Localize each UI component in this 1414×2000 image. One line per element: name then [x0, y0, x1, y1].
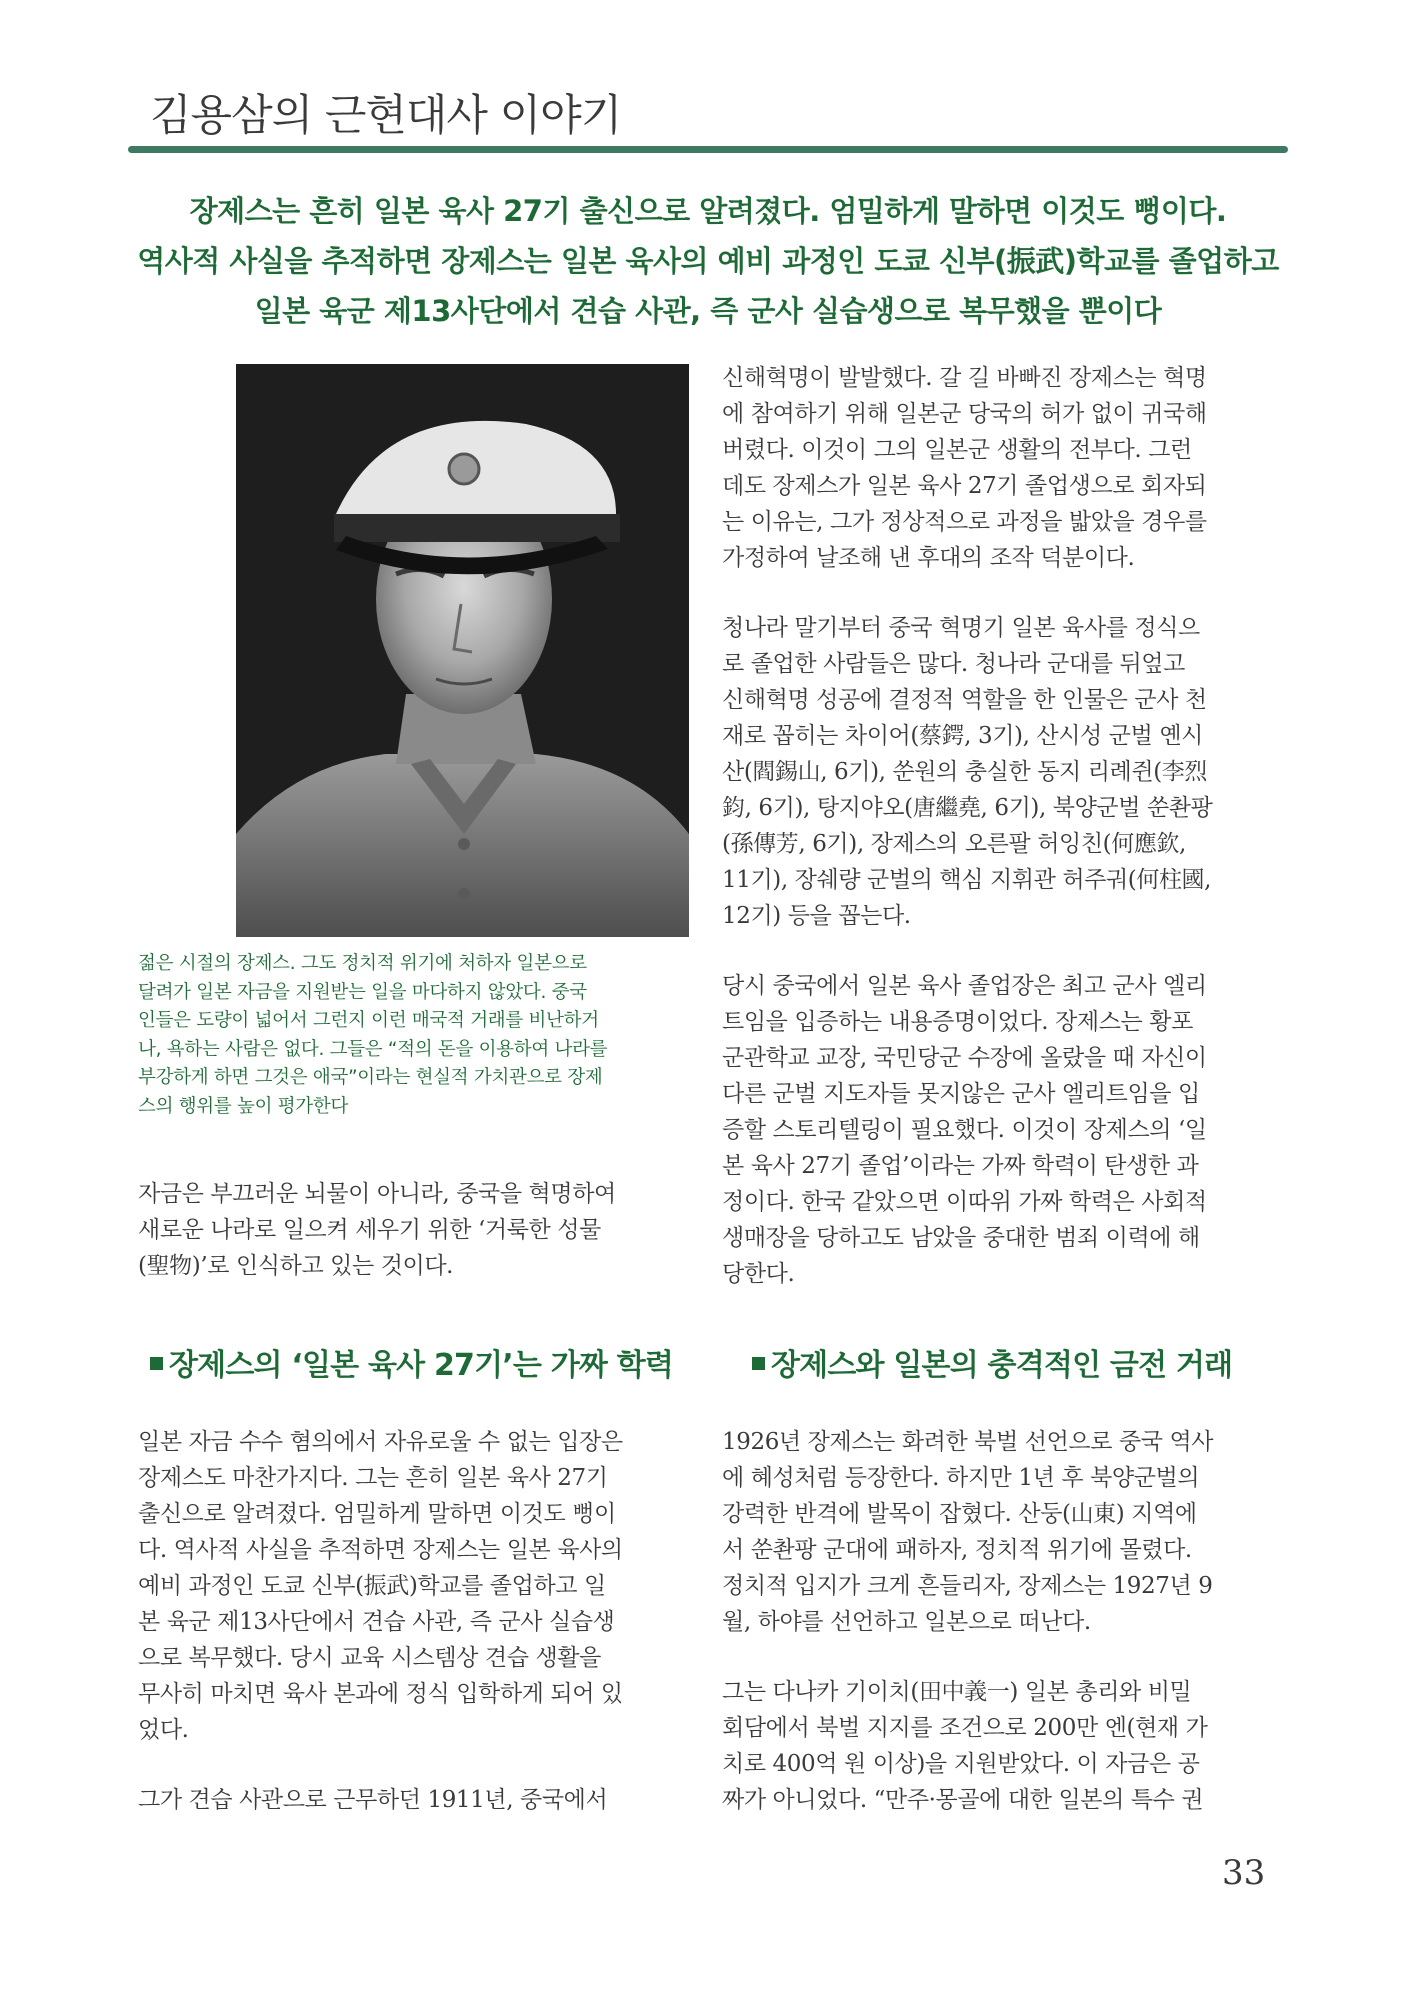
caption-line: 젊은 시절의 장제스. 그도 정치적 위기에 처하자 일본으로: [138, 953, 587, 974]
body-paragraph: [138, 1424, 698, 1748]
page-number: 33: [1222, 1853, 1266, 1893]
lead-line: 일본 육군 제13사단에서 견습 사관, 즉 군사 실습생으로 복무했을 뿐이다: [254, 294, 1162, 328]
body-line: 정치적 입지가 크게 흔들리자, 장제스는 1927년 9: [722, 1573, 1213, 1599]
body-line: 치로 400억 원 이상)을 지원받았다. 이 자금은 공: [722, 1751, 1200, 1777]
body-paragraph: [138, 1782, 698, 1818]
left-top-paragraph: [138, 1176, 694, 1284]
body-line: 로 졸업한 사람들은 많다. 청나라 군대를 뒤엎고: [722, 651, 1185, 677]
body-line: 신해혁명이 발발했다. 갈 길 바빠진 장제스는 혁명: [722, 365, 1207, 391]
body-line: 1926년 장제스는 화려한 북벌 선언으로 중국 역사: [722, 1429, 1214, 1455]
body-paragraph: [722, 360, 1282, 576]
body-line: 청나라 말기부터 중국 혁명기 일본 육사를 정식으: [722, 615, 1200, 641]
body-line: 본 육군 제13사단에서 견습 사관, 즉 군사 실습생: [138, 1609, 615, 1635]
body-line: 정이다. 한국 같았으면 이따위 가짜 학력은 사회적: [722, 1189, 1207, 1215]
body-line: 강력한 반격에 발목이 잡혔다. 산둥(山東) 지역에: [722, 1501, 1197, 1527]
body-line: 증할 스토리텔링이 필요했다. 이것이 장제스의 ‘일: [722, 1117, 1207, 1143]
header-rule: [128, 146, 1288, 153]
caption-line: 인들은 도량이 넓어서 그런지 이런 매국적 거래를 비난하거: [138, 1010, 599, 1031]
section-heading-left: [150, 1340, 673, 1384]
body-paragraph: [722, 1424, 1282, 1640]
square-bullet-icon: [752, 1357, 765, 1370]
body-line: 데도 장제스가 일본 육사 27기 졸업생으로 회자되: [722, 473, 1207, 499]
body-line: 새로운 나라로 일으켜 세우기 위한 ‘거룩한 성물: [138, 1217, 601, 1243]
lead-line: 장제스는 흔히 일본 육사 27기 출신으로 알려졌다. 엄밀하게 말하면 이것도 뻥이다.: [189, 194, 1227, 228]
body-line: 생매장을 당하고도 남았을 중대한 범죄 이력에 해: [722, 1225, 1200, 1251]
body-line: 鈞, 6기), 탕지야오(唐繼堯, 6기), 북양군벌 쑨촨팡: [722, 795, 1213, 821]
body-line: 일본 자금 수수 혐의에서 자유로울 수 없는 입장은: [138, 1429, 623, 1455]
caption-line: 부강하게 하면 그것은 애국”이라는 현실적 가치관으로 장제: [138, 1067, 603, 1088]
body-line: 예비 과정인 도쿄 신부(振武)학교를 졸업하고 일: [138, 1573, 606, 1599]
body-line: 본 육사 27기 졸업’이라는 가짜 학력이 탄생한 과: [722, 1153, 1199, 1179]
running-header-title: 김용삼의 근현대사 이야기: [150, 91, 622, 141]
body-line: 장제스도 마찬가지다. 그는 흔히 일본 육사 27기: [138, 1465, 608, 1491]
body-paragraph: [722, 968, 1282, 1292]
section-heading-right: [752, 1340, 1232, 1384]
body-line: 11기), 장쉐량 군벌의 핵심 지휘관 허주궈(何柱國,: [722, 867, 1212, 893]
body-line: 다. 역사적 사실을 추적하면 장제스는 일본 육사의: [138, 1537, 623, 1563]
body-line: 으로 복무했다. 당시 교육 시스템상 견습 생활을: [138, 1645, 601, 1671]
caption-line: 달려가 일본 자금을 지원받는 일을 마다하지 않았다. 중국: [138, 981, 587, 1003]
body-line: 다른 군벌 지도자들 못지않은 군사 엘리트임을 입: [722, 1081, 1200, 1107]
portrait-illustration: [236, 364, 689, 937]
body-line: 무사히 마치면 육사 본과에 정식 입학하게 되어 있: [138, 1681, 623, 1707]
lead-quote: [128, 186, 1288, 336]
body-line: 산(閻錫山, 6기), 쑨원의 충실한 동지 리례쥔(李烈: [722, 759, 1207, 785]
body-line: 서 쑨촨팡 군대에 패하자, 정치적 위기에 몰렸다.: [722, 1537, 1192, 1563]
body-line: 당한다.: [722, 1261, 795, 1287]
caption-line: 나, 욕하는 사람은 없다. 그들은 “적의 돈을 이용하여 나라를: [138, 1038, 608, 1060]
section-heading-text: 장제스와 일본의 충격적인 금전 거래: [771, 1348, 1233, 1383]
body-paragraph: [722, 1674, 1282, 1818]
body-line: (孫傳芳, 6기), 장제스의 오른팔 허잉친(何應欽,: [722, 831, 1186, 857]
body-line: 재로 꼽히는 차이어(蔡鍔, 3기), 산시성 군벌 옌시: [722, 723, 1203, 749]
right-bottom-column: [722, 1424, 1282, 1818]
body-line: 자금은 부끄러운 뇌물이 아니라, 중국을 혁명하여: [138, 1181, 616, 1207]
square-bullet-icon: [150, 1357, 163, 1370]
body-line: 버렸다. 이것이 그의 일본군 생활의 전부다. 그런: [722, 437, 1192, 463]
body-line: 는 이유는, 그가 정상적으로 과정을 밟았을 경우를: [722, 509, 1207, 535]
body-line: 당시 중국에서 일본 육사 졸업장은 최고 군사 엘리: [722, 973, 1207, 999]
right-top-column: [722, 360, 1282, 1292]
body-paragraph: [722, 610, 1282, 934]
body-line: 신해혁명 성공에 결정적 역할을 한 인물은 군사 천: [722, 687, 1207, 713]
body-line: 12기) 등을 꼽는다.: [722, 903, 911, 929]
left-bottom-column: [138, 1424, 698, 1818]
body-line: 회담에서 북벌 지지를 조건으로 200만 엔(현재 가: [722, 1715, 1208, 1741]
body-line: 짜가 아니었다. “만주·몽골에 대한 일본의 특수 권: [722, 1787, 1204, 1813]
body-line: 출신으로 알려졌다. 엄밀하게 말하면 이것도 뻥이: [138, 1501, 616, 1527]
body-line: 가정하여 날조해 낸 후대의 조작 덕분이다.: [722, 545, 1135, 571]
body-line: 월, 하야를 선언하고 일본으로 떠난다.: [722, 1609, 1091, 1635]
section-heading-text: 장제스의 ‘일본 육사 27기’는 가짜 학력: [169, 1348, 674, 1383]
portrait-photo: [236, 364, 689, 937]
body-line: 군관학교 교장, 국민당군 수장에 올랐을 때 자신이: [722, 1045, 1207, 1071]
body-line: 그가 견습 사관으로 근무하던 1911년, 중국에서: [138, 1787, 608, 1813]
body-line: 트임을 입증하는 내용증명이었다. 장제스는 황포: [722, 1009, 1193, 1035]
body-line: (聖物)’로 인식하고 있는 것이다.: [138, 1253, 454, 1279]
body-line: 에 혜성처럼 등장한다. 하지만 1년 후 북양군벌의: [722, 1465, 1200, 1491]
body-line: 었다.: [138, 1717, 189, 1743]
lead-line: 역사적 사실을 추적하면 장제스는 일본 육사의 예비 과정인 도쿄 신부(振武)학교를 졸업하고: [137, 244, 1279, 278]
body-line: 에 참여하기 위해 일본군 당국의 허가 없이 귀국해: [722, 401, 1207, 427]
caption-line: 스의 행위를 높이 평가한다: [138, 1095, 349, 1117]
body-line: 그는 다나카 기이치(田中義一) 일본 총리와 비밀: [722, 1679, 1192, 1705]
photo-caption: [138, 950, 690, 1121]
